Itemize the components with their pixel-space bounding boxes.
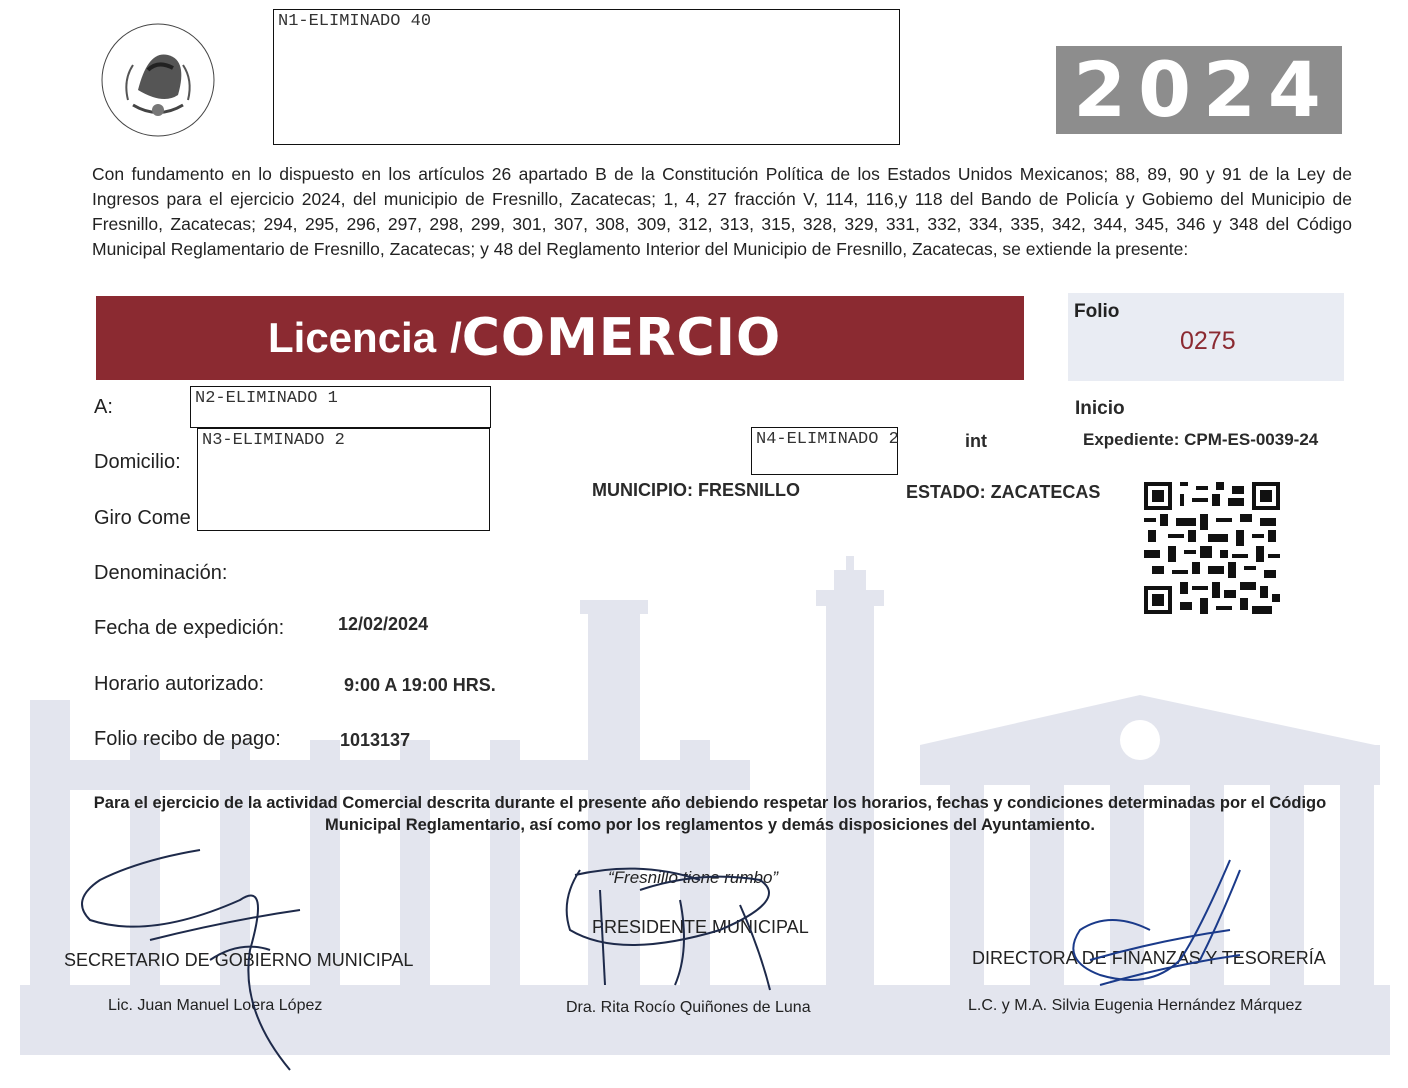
estado-text: ESTADO: ZACATECAS	[906, 482, 1101, 502]
redacted-header-box: N1-ELIMINADO 40	[273, 9, 900, 145]
int-label: int	[965, 431, 987, 451]
giro-label: Giro Come	[94, 507, 191, 529]
denominacion-label: Denominación:	[94, 562, 228, 584]
folio-box	[1068, 293, 1344, 381]
banner-slash: /	[450, 314, 462, 361]
fecha-value: 12/02/2024	[338, 614, 429, 634]
footer-conditions-text: Para el ejercicio de la actividad Comercial descrita durante el presente año debiendo respetar los horarios, fechas y condiciones determinadas por el Código Municipal Reglamentario, así como por los reglamentos y demás disposiciones del Ayuntamiento.	[93, 794, 1327, 834]
legal-basis-text: Con fundamento en lo dispuesto en los artículos 26 apartado B de la Constitución Política de los Estados Unidos Mexicanos; 88, 89, 90 y 91 de la Ley de Ingresos para el ejercicio 2024, del municipio de Fresnillo, Zacatecas; 1, 4, 27 fracción V, 114, 116,y 118 del Bando de Policía y Gobiemo del Municipio de Fresnillo, Zacatecas; 294, 295, 296, 297, 298, 299, 301, 307, 308, 309, 312, 313, 315, 328, 329, 331, 332, 334, 335, 342, 344, 345, 346 y 348 del Código Municipal Reglamentario de Fresnillo, Zacatecas; y 48 del Reglamento Interior del Municipio de Fresnillo, Zacatecas, se extiende la presente:	[92, 164, 1352, 259]
license-banner	[96, 296, 1024, 380]
horario-value: 9:00 A 19:00 HRS.	[344, 675, 496, 695]
redacted-address-box: N3-ELIMINADO 2	[197, 428, 490, 531]
folio-value: 0275	[1180, 327, 1236, 355]
recibo-label: Folio recibo de pago:	[94, 728, 281, 750]
year-box	[1056, 46, 1342, 134]
inicio-label: Inicio	[1075, 398, 1125, 419]
mexico-seal-icon	[78, 10, 238, 150]
municipio-text: MUNICIPIO: FRESNILLO	[592, 480, 800, 500]
left-signatory-name: Lic. Juan Manuel Loera López	[108, 997, 323, 1014]
folio-label: Folio	[1074, 301, 1120, 322]
right-signatory-name: L.C. y M.A. Silvia Eugenia Hernández Márquez	[968, 997, 1303, 1014]
banner-comercio: COMERCIO	[461, 308, 782, 368]
a-label: A:	[94, 396, 113, 418]
expediente-text: Expediente: CPM-ES-0039-24	[1083, 430, 1319, 449]
center-signatory-title: PRESIDENTE MUNICIPAL	[592, 917, 809, 937]
right-signatory-title: DIRECTORA DE FINANZAS Y TESORERÍA	[972, 948, 1326, 968]
center-signatory-name: Dra. Rita Rocío Quiñones de Luna	[566, 999, 811, 1016]
year-text: 2024	[1073, 45, 1333, 134]
horario-label: Horario autorizado:	[94, 673, 265, 695]
redacted-number-box: N4-ELIMINADO 2	[751, 427, 898, 475]
qr-code-icon	[1144, 482, 1280, 614]
recibo-value: 1013137	[340, 730, 411, 750]
motto-text: “Fresnillo tiene rumbo”	[608, 868, 779, 887]
left-signatory-title: SECRETARIO DE GOBIERNO MUNICIPAL	[64, 950, 414, 970]
redacted-name-box: N2-ELIMINADO 1	[190, 386, 491, 428]
banner-licencia: Licencia	[268, 314, 437, 361]
domicilio-label: Domicilio:	[94, 451, 181, 473]
fecha-label: Fecha de expedición:	[94, 617, 285, 639]
